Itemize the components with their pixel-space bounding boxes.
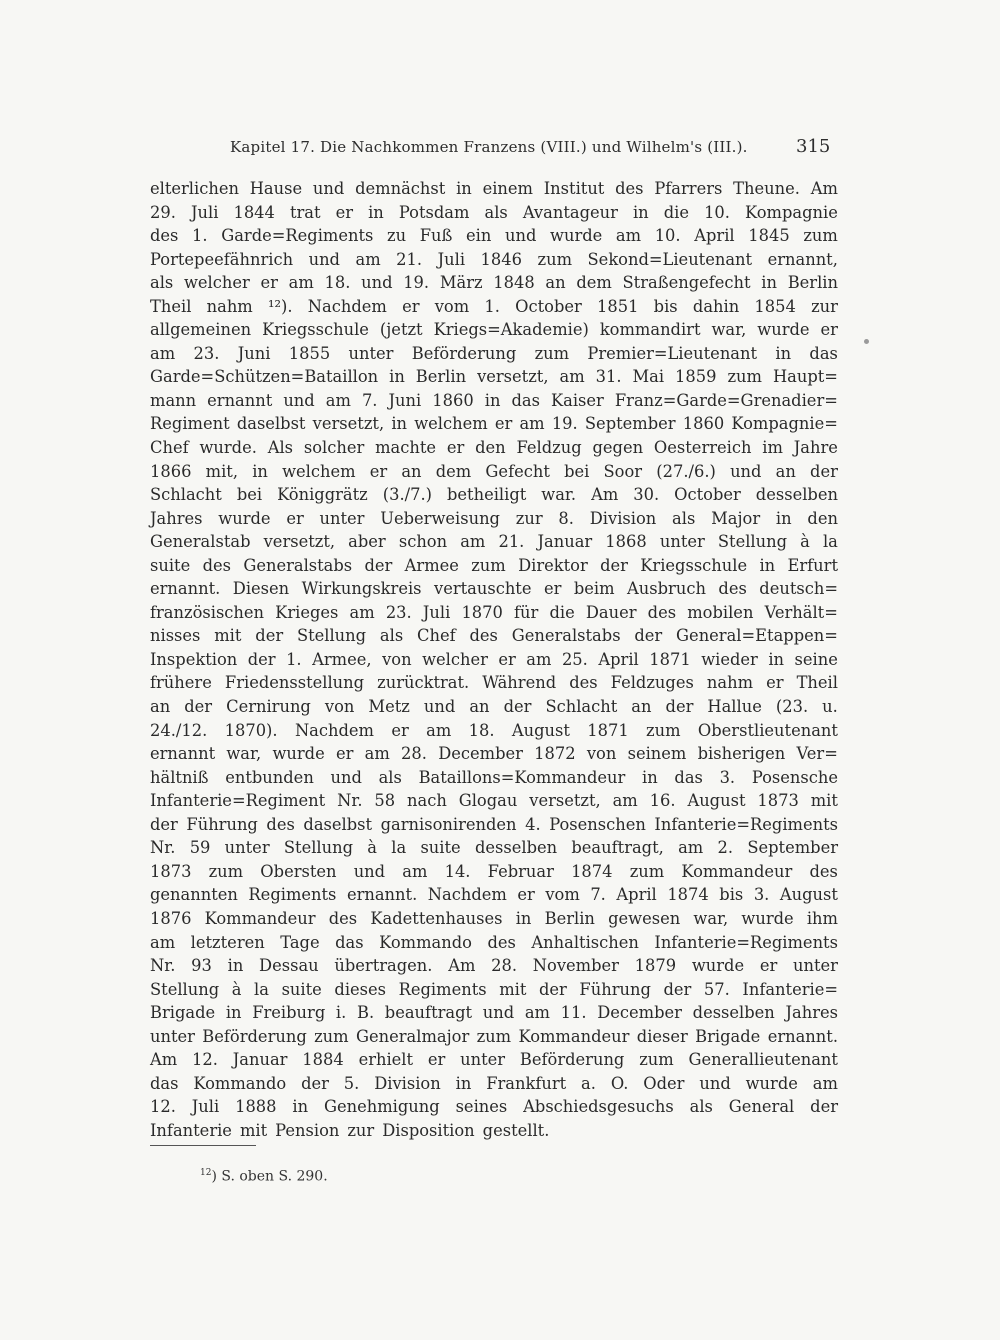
- page-number: 315: [796, 136, 831, 157]
- text-line: Portepeefähnrich und am 21. Juli 1846 zum Sekond=Lieutenant ernannt,: [150, 249, 838, 269]
- text-line: elterlichen Hause und demnächst in einem Institut des Pfarrers Theune. Am: [150, 179, 838, 198]
- footnote-text: ) S. oben S. 290.: [211, 1168, 328, 1185]
- text-line: mann ernannt und am 7. Juni 1860 in das Kaiser Franz=Garde=Grenadier=: [150, 390, 838, 410]
- text-line: das Kommando der 5. Division in Frankfurt a. O. Oder und wurde am: [150, 1073, 838, 1093]
- text-line: Jahres wurde er unter Ueberweisung zur 8. Division als Major in den: [150, 508, 838, 528]
- text-line: Chef wurde. Als solcher machte er den Feldzug gegen Oesterreich im Jahre: [150, 438, 838, 458]
- text-line: ernannt war, wurde er am 28. December 1872 von seinem bisherigen Ver=: [150, 744, 838, 764]
- text-line: Garde=Schützen=Bataillon in Berlin versetzt, am 31. Mai 1859 zum Haupt=: [150, 367, 838, 387]
- footnote-marker: 12: [200, 1168, 212, 1178]
- text-line: frühere Friedensstellung zurücktrat. Während des Feldzuges nahm er Theil: [150, 673, 838, 693]
- text-line: Generalstab versetzt, aber schon am 21. Januar 1868 unter Stellung à la: [150, 532, 838, 552]
- text-line: am 23. Juni 1855 unter Beförderung zum Premier=Lieutenant in das: [150, 343, 838, 363]
- text-line: 1873 zum Obersten und am 14. Februar 1874 zum Kommandeur des: [150, 861, 838, 881]
- text-line: 1866 mit, in welchem er an dem Gefecht bei Soor (27./6.) und an der: [150, 461, 838, 481]
- text-line: französischen Krieges am 23. Juli 1870 für die Dauer des mobilen Verhält=: [150, 602, 838, 622]
- text-line: Nr. 93 in Dessau übertragen. Am 28. November 1879 wurde er unter: [150, 956, 838, 976]
- text-line: des 1. Garde=Regiments zu Fuß ein und wurde am 10. April 1845 zum: [150, 226, 838, 246]
- text-line: Schlacht bei Königgrätz (3./7.) betheiligt war. Am 30. October desselben: [150, 485, 838, 505]
- text-line: Regiment daselbst versetzt, in welchem er am 19. September 1860 Kompagnie=: [150, 414, 838, 434]
- ink-speck: [864, 339, 869, 344]
- footnote-rule: [150, 1145, 256, 1146]
- footnote: [200, 1168, 328, 1185]
- text-line: Stellung à la suite dieses Regiments mit der Führung der 57. Infanterie=: [150, 979, 838, 999]
- body-text: [150, 177, 838, 1142]
- text-line: nisses mit der Stellung als Chef des Generalstabs der General=Etappen=: [150, 626, 838, 646]
- text-line: Nr. 59 unter Stellung à la suite desselben beauftragt, am 2. September: [150, 838, 838, 858]
- text-line: Am 12. Januar 1884 erhielt er unter Beförderung zum Generallieutenant: [150, 1050, 838, 1070]
- text-line: Theil nahm ¹²). Nachdem er vom 1. October 1851 bis dahin 1854 zur: [150, 296, 838, 316]
- text-line: allgemeinen Kriegsschule (jetzt Kriegs=Akademie) kommandirt war, wurde er: [150, 320, 838, 340]
- text-line: Brigade in Freiburg i. B. beauftragt und am 11. December desselben Jahres: [150, 1003, 838, 1023]
- text-line: Inspektion der 1. Armee, von welcher er am 25. April 1871 wieder in seine: [150, 649, 838, 669]
- text-line: ernannt. Diesen Wirkungskreis vertauschte er beim Ausbruch des deutsch=: [150, 579, 838, 599]
- text-line: 12. Juli 1888 in Genehmigung seines Abschiedsgesuchs als General der: [150, 1097, 838, 1117]
- text-line: an der Cernirung von Metz und an der Schlacht an der Hallue (23. u.: [150, 697, 838, 717]
- text-line: am letzteren Tage das Kommando des Anhaltischen Infanterie=Regiments: [150, 932, 838, 952]
- text-line: hältniß entbunden und als Bataillons=Kommandeur in das 3. Posensche: [150, 767, 838, 787]
- text-line: Infanterie mit Pension zur Disposition gestellt.: [150, 1120, 550, 1140]
- text-line: der Führung des daselbst garnisonirenden 4. Posenschen Infanterie=Regiments: [150, 814, 838, 834]
- text-line: 1876 Kommandeur des Kadettenhauses in Berlin gewesen war, wurde ihm: [150, 908, 838, 928]
- text-line: 24./12. 1870). Nachdem er am 18. August 1871 zum Oberstlieutenant: [150, 720, 838, 740]
- text-line: unter Beförderung zum Generalmajor zum Kommandeur dieser Brigade ernannt.: [150, 1026, 838, 1046]
- text-line: 29. Juli 1844 trat er in Potsdam als Avantageur in die 10. Kompagnie: [150, 202, 838, 222]
- text-line: genannten Regiments ernannt. Nachdem er vom 7. April 1874 bis 3. August: [150, 885, 838, 905]
- text-line: suite des Generalstabs der Armee zum Direktor der Kriegsschule in Erfurt: [150, 555, 838, 575]
- running-head: Kapitel 17. Die Nachkommen Franzens (VIII.) und Wilhelm's (III.).: [230, 138, 748, 156]
- text-line: als welcher er am 18. und 19. März 1848 an dem Straßengefecht in Berlin: [150, 273, 838, 293]
- text-line: Infanterie=Regiment Nr. 58 nach Glogau versetzt, am 16. August 1873 mit: [150, 791, 838, 811]
